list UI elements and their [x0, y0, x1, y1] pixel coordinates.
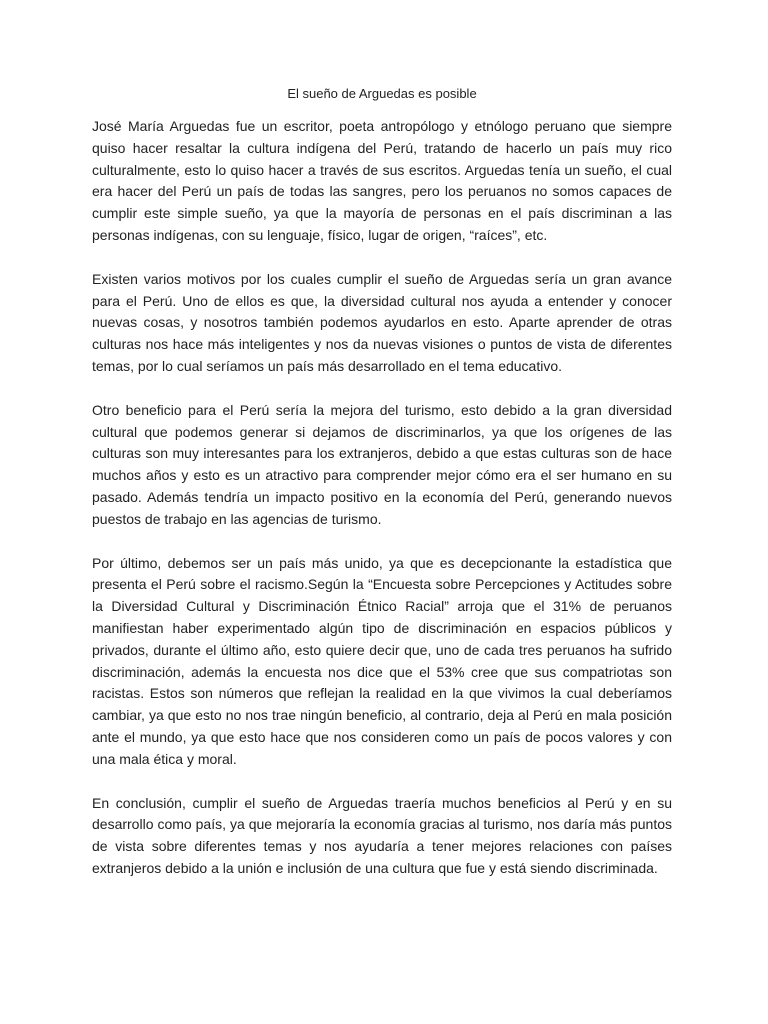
paragraph-racism-statistics: Por último, debemos ser un país más unido, ya que es decepcionante la estadística que presenta el Perú sobre el racismo.Según la “Encuesta sobre Percepciones y Actitudes sobre la Diversidad Cultural y Discriminación Étnico Racial” arroja que el 31% de peruanos manifiestan haber experimentado algún tipo de discriminación en espacios públicos y privados, durante el último año, esto quiere decir que, uno de cada tres peruanos ha sufrido discriminación, además la encuesta nos dice que el 53% cree que sus compatriotas son racistas. Estos son números que reflejan la realidad en la que vivimos la cual deberíamos cambiar, ya que esto no nos trae ningún beneficio, al contrario, deja al Perú en mala posición ante el mundo, ya que esto hace que nos consideren como un país de pocos valores y con una mala ética y moral. — [92, 554, 672, 767]
paragraph-tourism: Otro beneficio para el Perú sería la mejora del turismo, esto debido a la gran diversidad cultural que podemos generar si dejamos de discriminarlos, ya que los orígenes de las culturas son muy interesantes para los extranjeros, debido a que estas culturas son de hace muchos años y esto es un atractivo para comprender mejor cómo era el ser humano en su pasado. Además tendría un impacto positivo en la economía del Perú, generando nuevos puestos de trabajo en las agencias de turismo. — [92, 401, 672, 527]
paragraph-conclusion: En conclusión, cumplir el sueño de Arguedas traería muchos beneficios al Perú y en su desarrollo como país, ya que mejoraría la economía gracias al turismo, nos daría más puntos de vista sobre diferentes temas y nos ayudaría a tener mejores relaciones con países extranjeros debido a la unión e inclusión de una cultura que fue y está siendo discriminada. — [92, 794, 672, 876]
document-page — [92, 84, 672, 902]
paragraph-intro: José María Arguedas fue un escritor, poeta antropólogo y etnólogo peruano que siempre quiso hacer resaltar la cultura indígena del Perú, tratando de hacerlo un país muy rico culturalmente, esto lo quiso hacer a través de sus escritos. Arguedas tenía un sueño, el cual era hacer del Perú un país de todas las sangres, pero los peruanos no somos capaces de cumplir este simple sueño, ya que la mayoría de personas en el país discriminan a las personas indígenas, con su lenguaje, físico, lugar de origen, “raíces”, etc. — [92, 118, 672, 243]
document-title: El sueño de Arguedas es posible — [287, 86, 477, 101]
paragraph-motives: Existen varios motivos por los cuales cumplir el sueño de Arguedas sería un gran avance para el Perú. Uno de ellos es que, la diversidad cultural nos ayuda a entender y conocer nuevas cosas, y nosotros también podemos ayudarlos en esto. Aparte aprender de otras culturas nos hace más inteligentes y nos da nuevas visiones o puntos de vista de diferentes temas, por lo cual seríamos un país más desarrollado en el tema educativo. — [92, 270, 672, 374]
